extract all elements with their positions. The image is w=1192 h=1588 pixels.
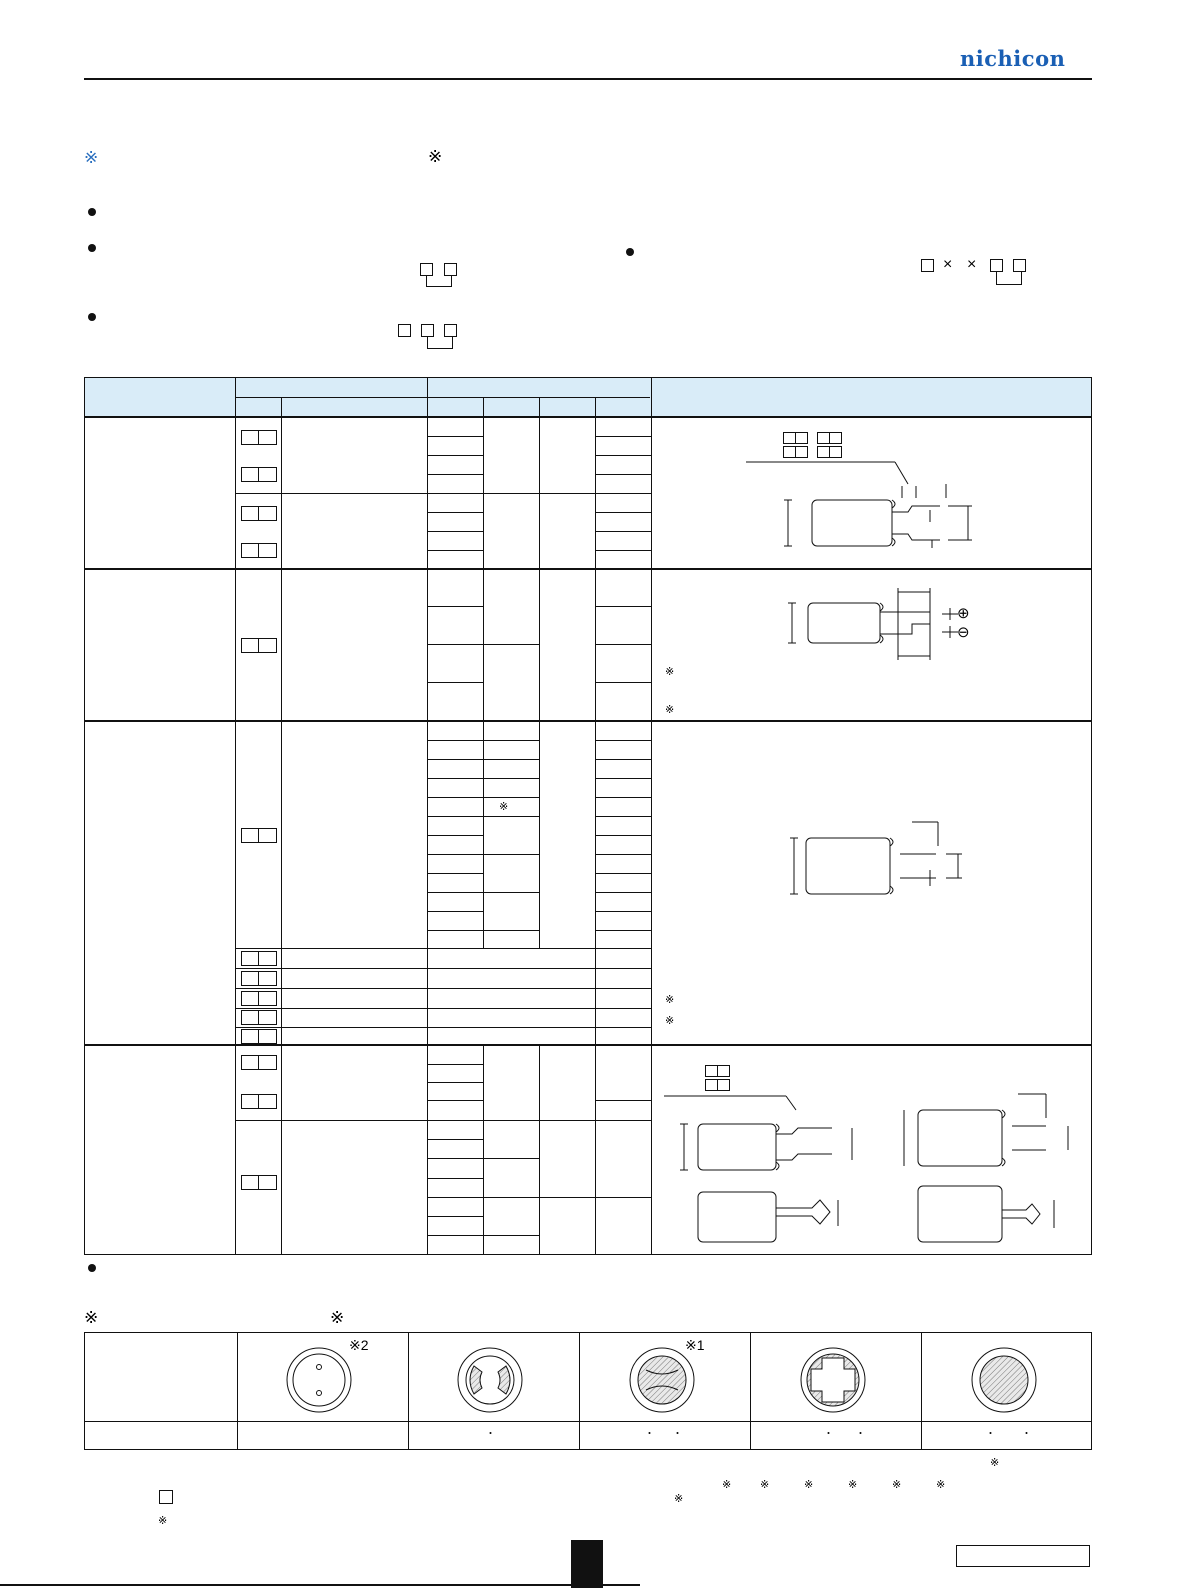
- dot-mark: ・: [1021, 1428, 1032, 1440]
- page-tab: [571, 1540, 603, 1588]
- dot-mark: ・: [644, 1428, 655, 1440]
- footnote-mark: ※: [892, 1479, 902, 1491]
- dot-mark: ・: [672, 1428, 683, 1440]
- dot-mark: ・: [823, 1428, 834, 1440]
- plus-mark: ⊕: [957, 605, 970, 622]
- code-box: [159, 1490, 173, 1504]
- note-mark: ※: [330, 1308, 345, 1327]
- note-label-2: ※2: [349, 1337, 369, 1353]
- note-mark: ※: [84, 1308, 99, 1327]
- footnote-mark: ※: [760, 1479, 770, 1491]
- footnote-mark: ※: [936, 1479, 946, 1491]
- note-mark: ※: [84, 148, 99, 167]
- footnote-mark: ※: [848, 1479, 858, 1491]
- footnote-mark: ※: [674, 1493, 684, 1505]
- footnote-mark: ※: [499, 801, 509, 813]
- dot-mark: ・: [855, 1428, 866, 1440]
- footnote-mark: ※: [804, 1479, 814, 1491]
- footer-box: [956, 1545, 1090, 1567]
- footnote-mark: ※: [722, 1479, 732, 1491]
- dot-mark: ・: [485, 1428, 496, 1440]
- note-mark: ※: [428, 147, 443, 166]
- times-sign: ×: [943, 256, 953, 273]
- footnote-mark: ※: [665, 666, 675, 678]
- footer-rule: [0, 1584, 640, 1586]
- footnote-mark: ※: [665, 1015, 675, 1027]
- brand-logo: nichicon: [960, 46, 1066, 71]
- dot-mark: ・: [985, 1428, 996, 1440]
- footnote-mark: ※: [990, 1457, 1000, 1469]
- minus-mark: ⊖: [957, 624, 970, 641]
- note-label-1: ※1: [685, 1337, 705, 1353]
- footnote-mark: ※: [665, 994, 675, 1006]
- footnote-mark: ※: [665, 704, 675, 716]
- times-sign: ×: [967, 256, 977, 273]
- footnote-mark: ※: [158, 1515, 168, 1527]
